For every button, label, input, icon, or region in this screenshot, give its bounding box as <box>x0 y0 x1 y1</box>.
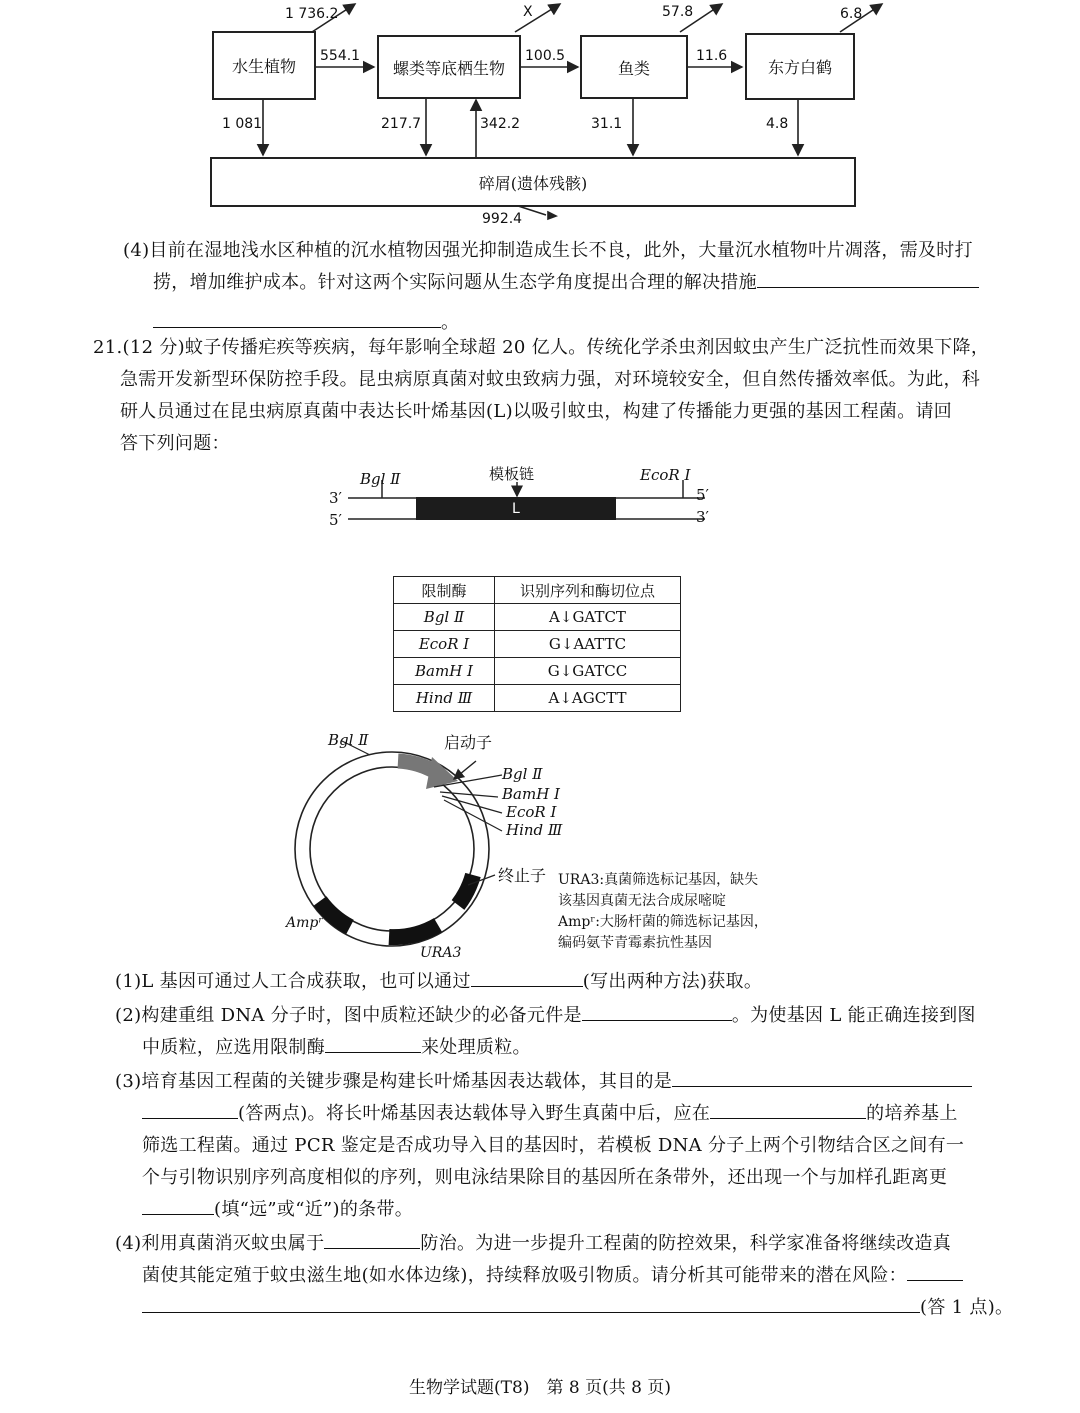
question-20-4 <box>115 235 1018 339</box>
q20-4-end: 。 <box>441 312 460 333</box>
gene-end-top-left: 3′ <box>329 489 342 507</box>
plasmid-promoter-label: 启动子 <box>444 733 493 752</box>
ura3-block <box>389 925 438 937</box>
q3-text-c: 的培养基上 <box>866 1103 958 1124</box>
label-resp-benthic: X <box>523 4 533 20</box>
q4-text-b: 防治。为进一步提升工程菌的防控效果，科学家准备将继续改造真 <box>420 1233 952 1254</box>
table-header: 限制酶 <box>394 577 495 604</box>
gene-end-top-right: 5′ <box>696 486 709 504</box>
box-aquatic-plants: 水生植物 <box>212 31 316 100</box>
q3-text-e: 个与引物识别序列高度相似的序列，则电泳结果除目的基因所在条带外，还出现一个与加样孔距离更 <box>142 1167 948 1188</box>
q4-text-a: (4)利用真菌消灭蚊虫属于 <box>115 1233 325 1254</box>
q20-4-line1: (4)目前在湿地浅水区种植的沉水植物因强光抑制造成生长不良，此外，大量沉水植物叶片凋落，需及时打 <box>123 240 973 261</box>
answer-blank-2b[interactable] <box>325 1034 421 1053</box>
plasmid-ura3-label: URA3 <box>420 945 462 961</box>
answer-blank-1[interactable] <box>471 968 583 987</box>
q4-text-c: 菌使其能定殖于蚊虫滋生地(如水体边缘)，持续释放吸引物质。请分析其可能带来的潜在风险： <box>142 1265 907 1286</box>
table-row <box>394 685 681 712</box>
q1-text-a: (1)L 基因可通过人工合成获取，也可以通过 <box>115 971 471 992</box>
q21-intro-line3: 研人员通过在昆虫病原真菌中表达长叶烯基因(L)以吸引蚊虫，构建了传播能力更强的基因工程菌。请回 <box>120 401 953 422</box>
plasmid-site-3: EcoR Ⅰ <box>506 803 557 821</box>
label-det-plants: 1 081 <box>222 116 263 132</box>
answer-blank-4a[interactable] <box>324 1230 420 1249</box>
note-line-1: URA3:真菌筛选标记基因，缺失 <box>558 872 759 888</box>
label-det-back: 342.2 <box>480 116 521 132</box>
question-21-subquestions <box>115 966 1018 1324</box>
plasmid-notes <box>558 870 768 954</box>
enzyme-name: Bgl Ⅱ <box>394 604 495 631</box>
label-transfer-1: 554.1 <box>320 48 361 64</box>
q1-text-b: (写出两种方法)获取。 <box>582 971 763 992</box>
q21-intro-line2: 急需开发新型环保防控手段。昆虫病原真菌对蚊虫致病力强，对环境较安全，但自然传播效率低。为此，科 <box>120 369 981 390</box>
enzyme-name: EcoR Ⅰ <box>394 631 495 658</box>
gene-label-l: L <box>512 501 520 517</box>
amp-block <box>320 901 350 927</box>
answer-blank-2a[interactable] <box>582 1002 732 1021</box>
label-detritus-out: 992.4 <box>482 211 523 227</box>
restriction-enzyme-table <box>393 576 681 712</box>
box-detritus: 碎屑(遗体残骸) <box>210 157 856 207</box>
gene-site-left: Bgl Ⅱ <box>360 470 401 488</box>
label-resp-fish: 57.8 <box>662 4 694 20</box>
note-line-3: Ampʳ:大肠杆菌的筛选标记基因， <box>558 914 768 930</box>
q3-text-b: (答两点)。将长叶烯基因表达载体导入野生真菌中后，应在 <box>238 1103 711 1124</box>
label-det-stork: 4.8 <box>766 116 789 132</box>
box-benthic-organisms: 螺类等底栖生物 <box>377 35 521 99</box>
gene-end-bottom-right: 3′ <box>696 508 709 526</box>
label-resp-plants: 1 736.2 <box>285 6 339 22</box>
enzyme-name: Hind Ⅲ <box>394 685 495 712</box>
terminator-block <box>458 875 473 905</box>
answer-blank-3a[interactable] <box>672 1068 972 1087</box>
box-oriental-stork: 东方白鹤 <box>745 33 855 100</box>
plasmid-terminator-label: 终止子 <box>498 866 547 885</box>
answer-blank-3d[interactable] <box>142 1196 214 1215</box>
gene-template-label: 模板链 <box>489 465 535 483</box>
q2-text-b: 。为使基因 L 能正确连接到图 <box>731 1005 976 1026</box>
enzyme-name: BamH Ⅰ <box>394 658 495 685</box>
plasmid-amp-label: Ampʳ <box>286 915 324 931</box>
gene-end-bottom-left: 5′ <box>329 511 342 529</box>
plasmid-site-4: Hind Ⅲ <box>506 821 563 839</box>
label-det-fish: 31.1 <box>591 116 623 132</box>
label-det-benthic: 217.7 <box>381 116 422 132</box>
q21-intro-line1: 21.(12 分)蚊子传播疟疾等疾病，每年影响全球超 20 亿人。传统化学杀虫剂因蚊虫产生广泛抗性而效果下降， <box>93 337 990 358</box>
q20-4-line2: 捞，增加维护成本。针对这两个实际问题从生态学角度提出合理的解决措施 <box>153 272 757 293</box>
enzyme-site: A↓GATCT <box>495 604 681 631</box>
box-fish: 鱼类 <box>580 35 688 99</box>
table-header: 识别序列和酶切位点 <box>495 577 681 604</box>
table-row <box>394 631 681 658</box>
plasmid-site-top-left: Bgl Ⅱ <box>328 731 369 749</box>
answer-blank-3b[interactable] <box>142 1100 238 1119</box>
answer-blank-4c[interactable] <box>142 1294 920 1313</box>
plasmid-site-1: Bgl Ⅱ <box>502 765 543 783</box>
q3-text-a: (3)培育基因工程菌的关键步骤是构建长叶烯基因表达载体，其目的是 <box>115 1071 673 1092</box>
table-row <box>394 604 681 631</box>
note-line-2: 该基因真菌无法合成尿嘧啶 <box>558 893 726 909</box>
q21-intro-line4: 答下列问题： <box>120 433 230 454</box>
label-transfer-2: 100.5 <box>525 48 566 64</box>
label-transfer-3: 11.6 <box>696 48 728 64</box>
table-header-row <box>394 577 681 604</box>
q2-text-a: (2)构建重组 DNA 分子时，图中质粒还缺少的必备元件是 <box>115 1005 582 1026</box>
note-line-4: 编码氨苄青霉素抗性基因 <box>558 935 712 951</box>
page-footer: 生物学试题(T8) 第 8 页(共 8 页) <box>409 1378 671 1398</box>
q4-text-d: (答 1 点)。 <box>920 1297 1014 1318</box>
enzyme-site: A↓AGCTT <box>495 685 681 712</box>
label-resp-stork: 6.8 <box>840 6 863 22</box>
answer-blank-20-4a[interactable] <box>757 269 979 288</box>
enzyme-site: G↓GATCC <box>495 658 681 685</box>
answer-blank-20-4b[interactable] <box>153 309 441 328</box>
enzyme-site: G↓AATTC <box>495 631 681 658</box>
question-21-intro <box>93 332 1018 460</box>
q2-text-c: 中质粒，应选用限制酶 <box>142 1037 325 1058</box>
gene-site-right: EcoR Ⅰ <box>640 466 691 484</box>
q2-text-d: 来处理质粒。 <box>421 1037 531 1058</box>
q3-text-f: (填“远”或“近”)的条带。 <box>214 1199 414 1220</box>
plasmid-site-2: BamH Ⅰ <box>502 785 560 803</box>
table-row <box>394 658 681 685</box>
answer-blank-4b[interactable] <box>907 1262 963 1281</box>
q3-text-d: 筛选工程菌。通过 PCR 鉴定是否成功导入目的基因时，若模板 DNA 分子上两个引物结合区之间有一 <box>142 1135 965 1156</box>
answer-blank-3c[interactable] <box>710 1100 866 1119</box>
